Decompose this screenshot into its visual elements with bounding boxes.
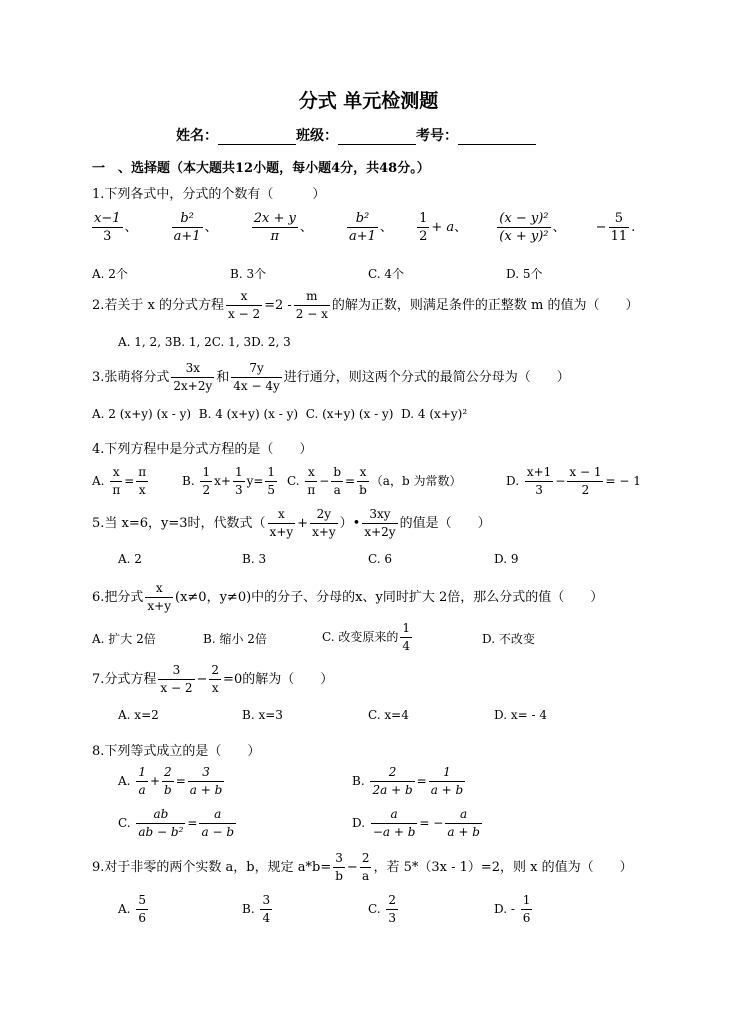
q4-option-d[interactable]: D. $\frac{x+1}{3}$ − $\frac{x - 1}{2}$ = − 1 [506,465,641,497]
q1-frac-2: $\frac{\text{b²}}{a+1}$ [173,211,201,244]
q8-option-d[interactable]: D. $\frac{a}{-a + b}$ = − $\frac{a}{a + b}$ [352,807,480,839]
q1-frac-5: $\frac{1}{2}$ [419,211,428,244]
q8-b-frac-2: $\frac{1}{a + b}$ [430,765,464,797]
q7-option-d[interactable]: D. x= - 4 [494,708,547,722]
q9-b-frac: $\frac{3}{4}$ [262,893,271,925]
q4-a-frac-1: $\frac{x}{\pi}$ [112,465,121,497]
q7-option-a[interactable]: A. x=2 [118,708,159,722]
q5-option-c[interactable]: C. 6 [368,552,393,566]
student-info [176,125,536,145]
q6-option-c[interactable]: C. 改变原来的 $\frac{1}{4}$ [322,621,411,653]
q8-a-frac-3: $\frac{3}{a + b}$ [189,765,223,797]
q4-b-frac-1: $\frac{1}{2}$ [202,465,211,497]
id-blank[interactable] [458,130,536,145]
q1-option-c[interactable]: C. 4个 [368,267,405,281]
q1-stem: 1.下列各式中，分式的个数有（ ） [92,187,326,202]
q4-option-c[interactable]: C. $\frac{x}{\pi}$ − $\frac{b}{a}$ = $\frac{x}{b}$ （a，b 为常数） [287,465,462,497]
q8-c-frac-1: $\frac{ab}{\text{ab − b²}}$ [138,807,184,839]
q4-c-frac-2: $\frac{b}{a}$ [333,465,342,497]
q8-b-frac-1: $\frac{2}{2a + b}$ [372,765,413,797]
name-blank[interactable] [218,130,296,145]
q1-frac-1: $\frac{x-1}{3}$ [94,211,121,244]
q3-option-a[interactable]: A. 2 (x+y) (x - y) [92,407,192,421]
q3-option-d[interactable]: D. 4 (x+y)² [401,407,468,421]
q9-d-frac: $\frac{1}{6}$ [522,893,531,925]
q5-frac-2: $\frac{2y}{x+y}$ [312,507,336,539]
q8-option-c[interactable]: C. $\frac{ab}{\text{ab − b²}}$ = $\frac{a}{a - b}$ [118,807,235,839]
q1-option-b[interactable]: B. 3个 [230,267,267,281]
class-blank[interactable] [338,130,416,145]
page-title: 分式 单元检测题 [298,90,439,112]
q6-option-b[interactable]: B. 缩小 2倍 [203,632,267,646]
section-heading: 一 、选择题（本大题共12小题，每小题4分，共48分。） [92,161,430,176]
q9-frac-1: $\frac{3}{b}$ [335,851,343,883]
q2-frac-1: $\frac{x}{x - 2}$ [228,289,261,321]
q7-stem: 7.分式方程 $\frac{3}{x - 2}$ − $\frac{2}{x}$ =0的解为（ ） [92,663,334,695]
q4-a-frac-2: $\frac{\pi}{x}$ [138,465,147,497]
q5-option-a[interactable]: A. 2 [118,552,142,566]
q6-option-a[interactable]: A. 扩大 2倍 [92,632,156,646]
class-label: 班级： [296,128,338,144]
q9-option-d[interactable]: D. - $\frac{1}{6}$ [494,893,531,925]
q5-option-d[interactable]: D. 9 [494,552,519,566]
q1-frac-7: $\frac{5}{11}$ [610,211,628,244]
q6-option-d[interactable]: D. 不改变 [482,632,535,646]
q1-frac-3: $\frac{2x + y}{\pi}$ [253,211,296,244]
q3-frac-2: $\frac{7y}{4x - 4y}$ [233,361,280,393]
q2-stem: 2.若关于 x 的分式方程 $\frac{x}{x - 2}$ =2 - $\frac{m}{2 - x}$ 的解为正数，则满足条件的正整数 m 的值为（ ） [92,289,639,321]
q8-option-b[interactable]: B. $\frac{2}{2a + b}$ = $\frac{1}{a + b}$ [352,765,464,797]
q8-a-frac-2: $\frac{2}{b}$ [164,765,172,797]
q1-option-d[interactable]: D. 5个 [506,267,543,281]
q3-stem: 3.张萌将分式 $\frac{3x}{2x+2y}$ 和 $\frac{7y}{4x - 4y}$ 进行通分，则这两个分式的最简公分母为（ ） [92,361,570,393]
q8-option-a[interactable]: A. $\frac{1}{a}$ + $\frac{2}{b}$ = $\frac{3}{a + b}$ [118,765,223,797]
q8-stem: 8.下列等式成立的是（ ） [92,744,261,759]
q4-c-frac-3: $\frac{x}{b}$ [359,465,367,497]
q9-option-a[interactable]: A. $\frac{5}{6}$ [118,893,146,925]
q1-frac-6: $\frac{\text{(x − y)²}}{\text{(x + y)²}}$ [499,211,549,244]
q1-expressions: $\frac{x-1}{3}$ 、 $\frac{\text{b²}}{a+1}$ 、 $\frac{2x + y}{\pi}$ 、 $\frac{\text{b²}}{a+1}$ 、 $\frac{1}{2}$ + a、 $\frac{\text{(x − y)²}}{\text{(x + y)²}}$ 、 − $\frac{5}{11}$ . [94,211,636,244]
q4-d-frac-1: $\frac{x+1}{3}$ [526,465,552,497]
q5-stem: 5.当 x=6，y=3时，代数式（ $\frac{x}{x+y}$ + $\frac{2y}{x+y}$ ）• $\frac{3xy}{x+2y}$ 的值是（ ） [92,507,491,539]
name-label: 姓名： [176,128,218,144]
q3-option-b[interactable]: B. 4 (x+y) (x - y) [198,407,299,421]
q6-stem: 6.把分式 $\frac{x}{x+y}$ (x≠0，y≠0)中的分子、分母的x、y同时扩大 2倍，那么分式的值（ ） [92,581,604,613]
q3-frac-1: $\frac{3x}{2x+2y}$ [173,361,213,393]
q9-a-frac: $\frac{5}{6}$ [138,893,146,925]
q3-option-c[interactable]: C. (x+y) (x - y) [305,407,394,421]
q5-frac-1: $\frac{x}{x+y}$ [269,507,294,539]
q3-options[interactable] [92,407,467,421]
q4-c-frac-1: $\frac{x}{\pi}$ [307,465,316,497]
q1-frac-4: $\frac{\text{b²}}{a+1}$ [349,211,376,244]
q9-c-frac: $\frac{2}{3}$ [388,893,397,925]
q8-c-frac-2: $\frac{a}{a - b}$ [201,807,235,839]
q4-option-b[interactable]: B. $\frac{1}{2}$ x+ $\frac{1}{3}$ y= $\frac{1}{5}$ [182,465,276,497]
id-label: 考号： [416,128,458,144]
q9-option-c[interactable]: C. $\frac{2}{3}$ [368,893,397,925]
q7-option-b[interactable]: B. x=3 [242,708,283,722]
q7-frac-1: $\frac{3}{x - 2}$ [160,663,193,695]
q5-option-b[interactable]: B. 3 [242,552,267,566]
q8-d-frac-1: $\frac{a}{-a + b}$ [372,807,416,839]
q1-option-a[interactable]: A. 2个 [92,267,128,281]
q4-option-a[interactable]: A. $\frac{x}{\pi}$ = $\frac{\pi}{x}$ [92,465,147,497]
q6-frac-1: $\frac{x}{x+y}$ [147,581,172,613]
q9-option-b[interactable]: B. $\frac{3}{4}$ [242,893,271,925]
q9-frac-2: $\frac{2}{a}$ [361,851,370,883]
q6-c-frac: $\frac{1}{4}$ [402,621,411,653]
q9-stem: 9.对于非零的两个实数 a，b，规定 a*b= $\frac{3}{b}$ − $\frac{2}{a}$ ，若 5*（3x - 1）=2，则 x 的值为（ ） [92,851,633,883]
q4-b-frac-3: $\frac{1}{5}$ [267,465,276,497]
q8-d-frac-2: $\frac{a}{a + b}$ [447,807,480,839]
q8-a-frac-1: $\frac{1}{a}$ [138,765,146,797]
q4-stem: 4.下列方程中是分式方程的是（ ） [92,442,313,457]
q2-frac-2: $\frac{m}{2 - x}$ [295,289,328,321]
q4-b-frac-2: $\frac{1}{3}$ [234,465,243,497]
q5-frac-3: $\frac{3xy}{x+2y}$ [364,507,396,539]
q4-d-frac-2: $\frac{x - 1}{2}$ [569,465,602,497]
q7-option-c[interactable]: C. x=4 [368,708,409,722]
q7-frac-2: $\frac{2}{x}$ [211,663,220,695]
q2-options[interactable]: A. 1, 2, 3B. 1, 2C. 1, 3D. 2, 3 [118,335,291,349]
